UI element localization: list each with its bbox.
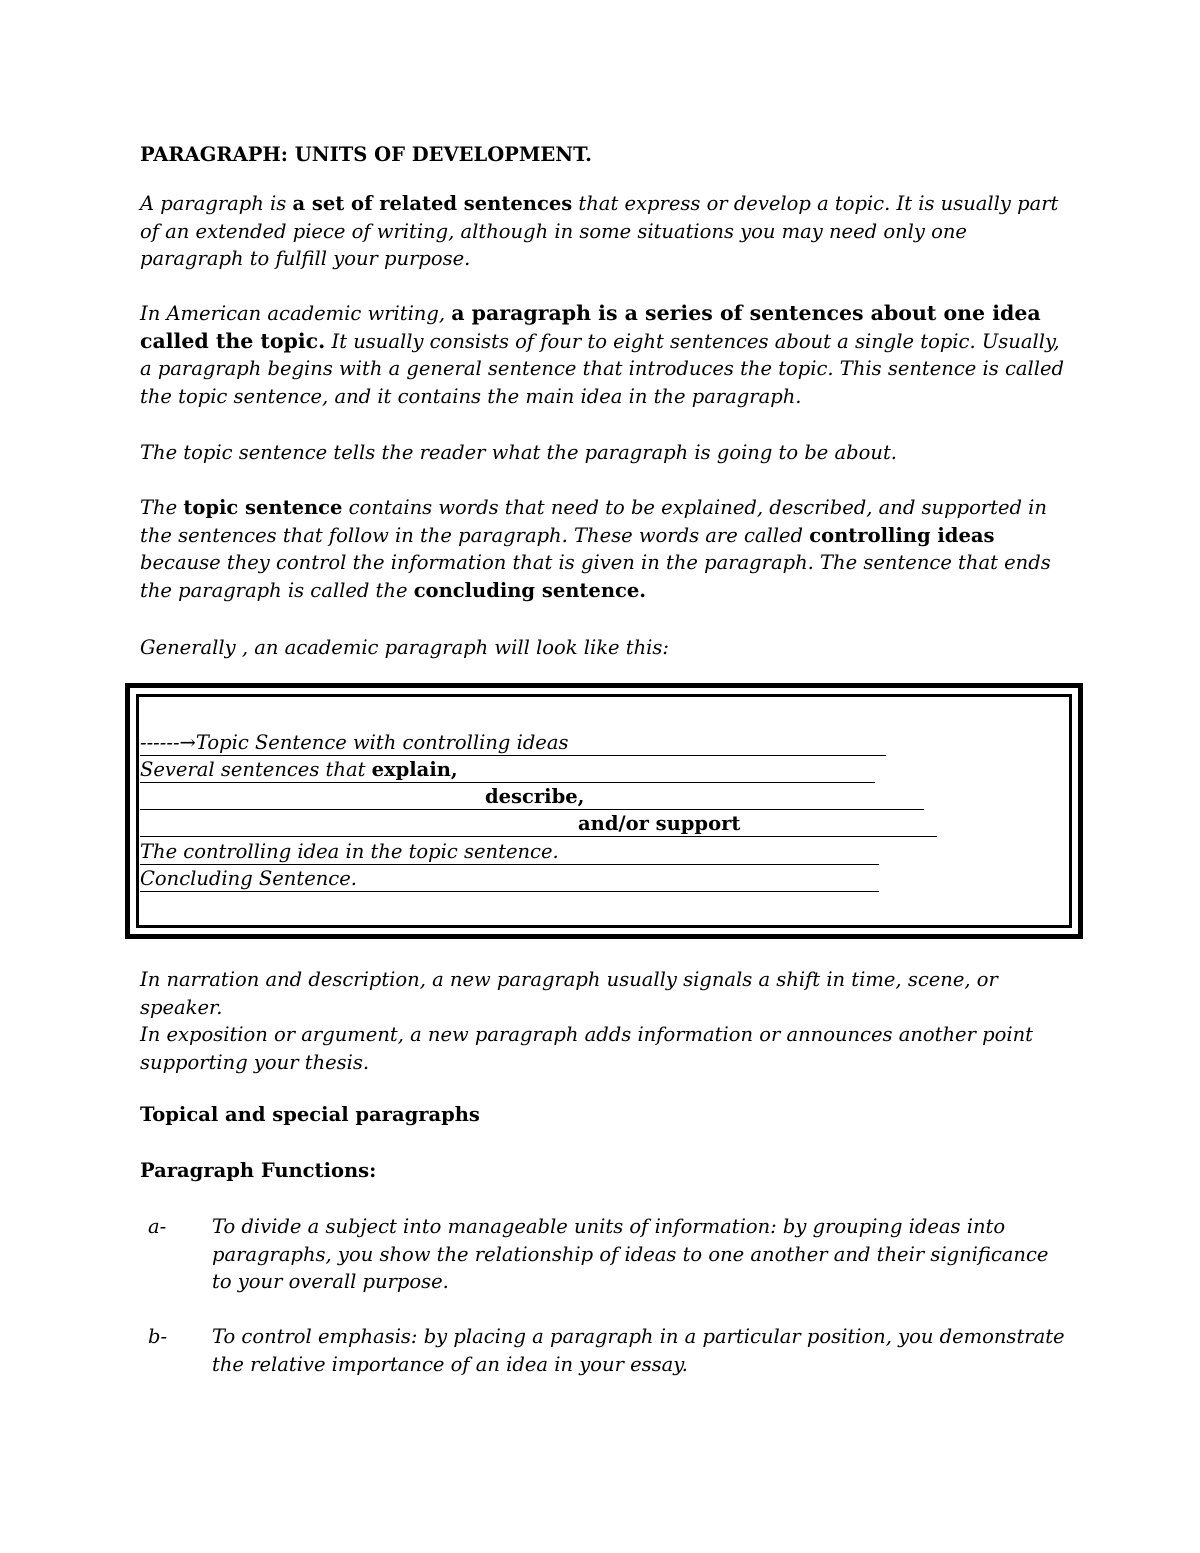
text-run: that express or develop a topic. It is usually part of an extended piece of writing, although in some situations you may need only one paragraph to fulfill your purpose.: [140, 192, 1059, 270]
text-run: The: [140, 496, 184, 519]
text-run: In American academic writing,: [140, 302, 452, 325]
list-marker: b-: [148, 1325, 168, 1348]
list-item-text: To divide a subject into manageable units of information: by grouping ideas into paragraphs, you show the relationship of ideas to one another and their significance to your overall purpose.: [212, 1215, 1049, 1293]
text-run: Several sentences that: [140, 758, 372, 781]
box-line-describe: [140, 785, 924, 810]
bold-run: concluding sentence.: [413, 578, 647, 602]
bold-run: explain,: [371, 758, 458, 781]
paragraph-exposition: In exposition or argument, a new paragraph adds information or announces another point supporting your thesis.: [140, 1023, 1033, 1074]
bold-run: describe,: [485, 785, 585, 808]
paragraph-model-box-inner: [136, 694, 1072, 928]
heading-paragraph-functions: Paragraph Functions:: [140, 1159, 377, 1182]
bold-run: a paragraph is a series of sentences about one idea called the topic.: [140, 301, 1041, 353]
list-marker: a-: [148, 1215, 167, 1238]
box-line-controlling-idea: The controlling idea in the topic sentence.: [140, 840, 879, 865]
paragraph-topic-sentence: The topic sentence tells the reader what the paragraph is going to be about.: [140, 441, 897, 464]
document-title: PARAGRAPH: UNITS OF DEVELOPMENT.: [140, 143, 592, 166]
box-line-explain: [140, 758, 875, 783]
box-line-concluding: Concluding Sentence.: [140, 867, 879, 892]
list-item: [148, 1323, 1068, 1378]
bold-run: and/or support: [578, 812, 741, 835]
text-run: because they control the information that is given in the paragraph. The sentence that ends the paragraph is called the: [140, 551, 1051, 602]
box-line-topic-sentence: ------→Topic Sentence with controlling ideas: [140, 731, 886, 756]
paragraph-model-box: [125, 683, 1083, 939]
box-line-support: [140, 812, 937, 837]
bold-run: a set of related sentences: [292, 192, 573, 215]
paragraph-narration: In narration and description, a new paragraph usually signals a shift in time, scene, or speaker.: [140, 968, 998, 1019]
list-item-text: To control emphasis: by placing a paragraph in a particular position, you demonstrate the relative importance of an idea in your essay.: [212, 1325, 1065, 1376]
text-run: It usually consists of four to eight sentences about a single topic. Usually, a paragraph begins with a general sentence that introduces the topic. This sentence is called the topic sentence, and it contains the main idea in the paragraph.: [140, 329, 1065, 408]
bold-run: topic sentence: [183, 496, 343, 519]
paragraph-american-academic: [140, 300, 1065, 410]
heading-topical-special: Topical and special paragraphs: [140, 1103, 480, 1126]
text-run: A paragraph is: [140, 192, 293, 215]
paragraph-generally: Generally , an academic paragraph will look like this:: [140, 636, 669, 659]
paragraph-definition: [140, 190, 1065, 273]
list-item: [148, 1213, 1068, 1296]
paragraph-controlling-ideas: [140, 494, 1065, 604]
bold-run: controlling ideas: [809, 523, 995, 547]
text-run: contains words that need to be explained, described, and supported in the sentences that follow in the paragraph. These words are called: [140, 496, 1047, 547]
